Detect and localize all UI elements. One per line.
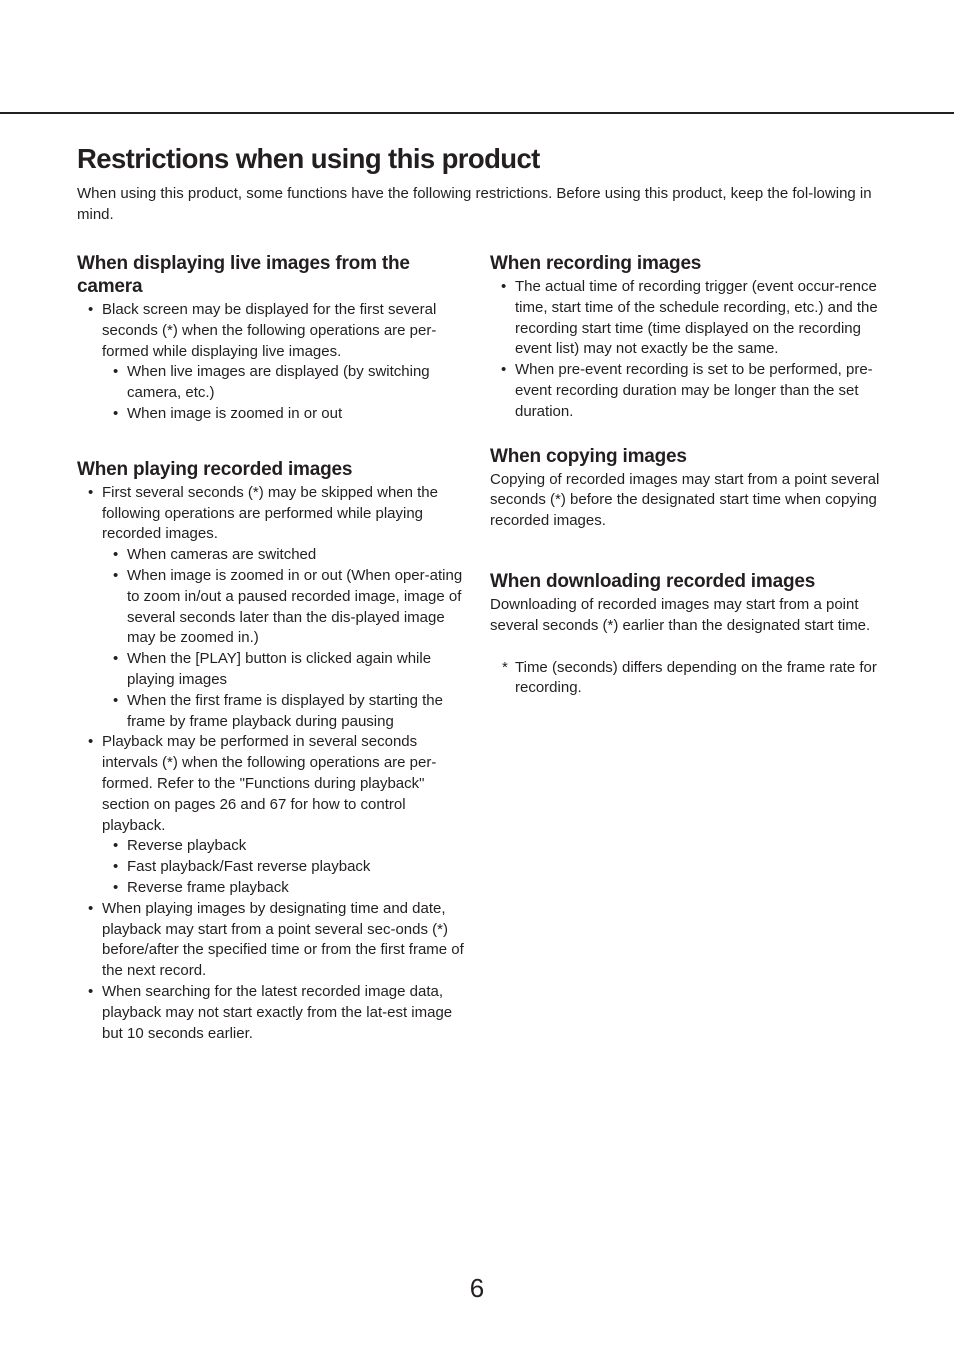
section-playing-images — [77, 458, 469, 1045]
sub-list-item: • When live images are displayed (by switching camera, etc.) — [102, 362, 469, 404]
sub-bullet-list — [102, 836, 469, 898]
bullet-text: Playback may be performed in several seconds intervals (*) when the following operations are per-formed. Refer to the "Functions during playback" section on pages 26 and 67 for how to control playback. — [102, 733, 437, 834]
playing-bullet-list — [77, 483, 469, 1045]
list-item: • When searching for the latest recorded image data, playback may not start exactly from the lat-est image but 10 seconds earlier. — [77, 982, 469, 1044]
asterisk-mark: * — [502, 658, 508, 676]
sub-list-item: • When image is zoomed in or out (When oper-ating to zoom in/out a paused recorded image, image of several seconds later than the dis-played image may be zoomed in.) — [102, 566, 469, 649]
sub-bullet-list — [102, 545, 469, 732]
sub-list-item: • When image is zoomed in or out — [102, 404, 469, 425]
bullet-text: First several seconds (*) may be skipped when the following operations are performed while playing recorded images. — [102, 483, 438, 543]
section-recording-images — [490, 252, 882, 423]
sub-list-item: • Reverse playback — [102, 836, 469, 857]
sub-list-item: • When cameras are switched — [102, 545, 469, 566]
copying-paragraph: Copying of recorded images may start from a point several seconds (*) before the designated start time when copying recorded images. — [490, 470, 880, 530]
live-bullet-list — [77, 300, 469, 425]
section-heading-playing: When playing recorded images — [77, 458, 353, 480]
footnote — [490, 658, 882, 700]
footnote-text: Time (seconds) differs depending on the frame rate for recording. — [515, 658, 877, 697]
sub-list-item: • Fast playback/Fast reverse playback — [102, 857, 469, 878]
section-heading-live: When displaying live images from the camera — [77, 253, 410, 297]
section-heading-recording: When recording images — [490, 253, 702, 274]
downloading-paragraph: Downloading of recorded images may start from a point several seconds (*) earlier than the designated start time. — [490, 595, 871, 634]
section-heading-downloading: When downloading recorded images — [490, 570, 816, 592]
list-item — [77, 300, 469, 425]
sub-list-item: • When the first frame is displayed by starting the frame by frame playback during pausing — [102, 691, 469, 733]
list-item: • The actual time of recording trigger (event occur-rence time, start time of the schedule recording, etc.) and the recording start time (time displayed on the recording event list) may not exactly be the same. — [490, 277, 882, 360]
sub-list-item: • When the [PLAY] button is clicked again while playing images — [102, 649, 469, 691]
section-downloading-images — [490, 570, 882, 637]
intro-paragraph: When using this product, some functions have the following restrictions. Before using this product, keep the fol-lowing in mind. — [77, 185, 872, 223]
sub-bullet-list — [102, 362, 469, 424]
list-item — [77, 732, 469, 898]
list-item: • When pre-event recording is set to be performed, pre-event recording duration may be longer than the set duration. — [490, 360, 882, 422]
section-copying-images — [490, 445, 882, 532]
right-column — [490, 252, 882, 699]
page-number: 6 — [469, 1273, 485, 1303]
bullet-text: Black screen may be displayed for the first several seconds (*) when the following operations are per-formed while displaying live images. — [102, 301, 437, 360]
recording-bullet-list — [490, 277, 882, 423]
header-rule — [0, 112, 954, 114]
sub-list-item: • Reverse frame playback — [102, 878, 469, 899]
section-heading-copying: When copying images — [490, 445, 687, 467]
left-column — [77, 252, 469, 1044]
list-item: • When playing images by designating time and date, playback may start from a point several sec-onds (*) before/after the specified time or from the first frame of the next record. — [77, 899, 469, 982]
page-title: Restrictions when using this product — [77, 143, 540, 174]
list-item — [77, 483, 469, 733]
section-live-images — [77, 252, 469, 425]
